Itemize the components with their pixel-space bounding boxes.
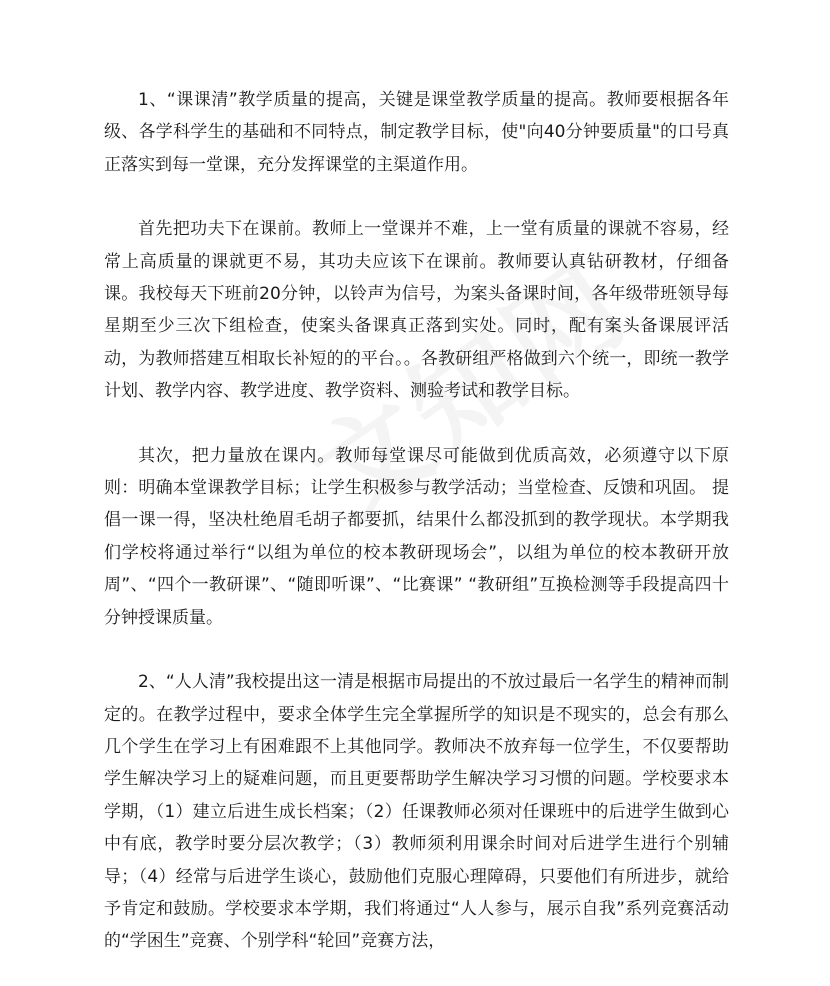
document-body (104, 84, 729, 986)
paragraph-ren-ren-qing: 2、“人人清”我校提出这一清是根据市局提出的不放过最后一名学生的精神而制定的。在教学过程中，要求全体学生完全掌握所学的知识是不现实的，总会有那么几个学生在学习上有困难跟不上其他同学。教师决不放弃每一位学生，不仅要帮助学生解决学习上的疑难问题，而且更要帮助学生解决学习习惯的问题。学校要求本学期，（1）建立后进生成长档案；（2）任课教师必须对任课班中的后进学生做到心中有底，教学时要分层次教学；（3）教师须利用课余时间对后进学生进行个别辅导；（4）经常与后进学生谈心，鼓励他们克服心理障碍，只要他们有所进步，就给予肯定和鼓励。学校要求本学期，我们将通过“人人参与，展示自我”系列竞赛活动的“学困生”竞赛、个别学科“轮回”竞赛方法， (104, 672, 729, 952)
paragraph-in-class: 其次，把力量放在课内。教师每堂课尽可能做到优质高效，必须遵守以下原则：明确本堂课教学目标；让学生积极参与教学活动；当堂检查、反馈和巩固。 提倡一课一得，坚决杜绝眉毛胡子都要抓，结果什么都没抓到的教学现状。本学期我们学校将通过举行“以组为单位的校本教研现场会”，以组为单位的校本教研开放周”、“四个一教研课”、“随即听课”、“比赛课” “教研组”互换检测等手段提高四十分钟授课质量。 (104, 445, 729, 628)
paragraph-before-class: 首先把功夫下在课前。教师上一堂课并不难，上一堂有质量的课就不容易，经常上高质量的课就更不易，其功夫应该下在课前。教师要认真钻研教材，仔细备课。我校每天下班前20分钟，以铃声为信号，为案头备课时间，各年级带班领导每星期至少三次下组检查，使案头备课真正落到实处。同时，配有案头备课展评活动，为教师搭建互相取长补短的的平台。。各教研组严格做到六个统一，即统一教学计划、教学内容、教学进度、教学资料、测验考试和教学目标。 (104, 219, 729, 402)
paragraph-ke-ke-qing: 1、“课课清”教学质量的提高，关键是课堂教学质量的提高。教师要根据各年级、各学科学生的基础和不同特点，制定教学目标，使"向40分钟要质量"的口号真正落实到每一堂课，充分发挥课堂的主渠道作用。 (104, 90, 729, 175)
